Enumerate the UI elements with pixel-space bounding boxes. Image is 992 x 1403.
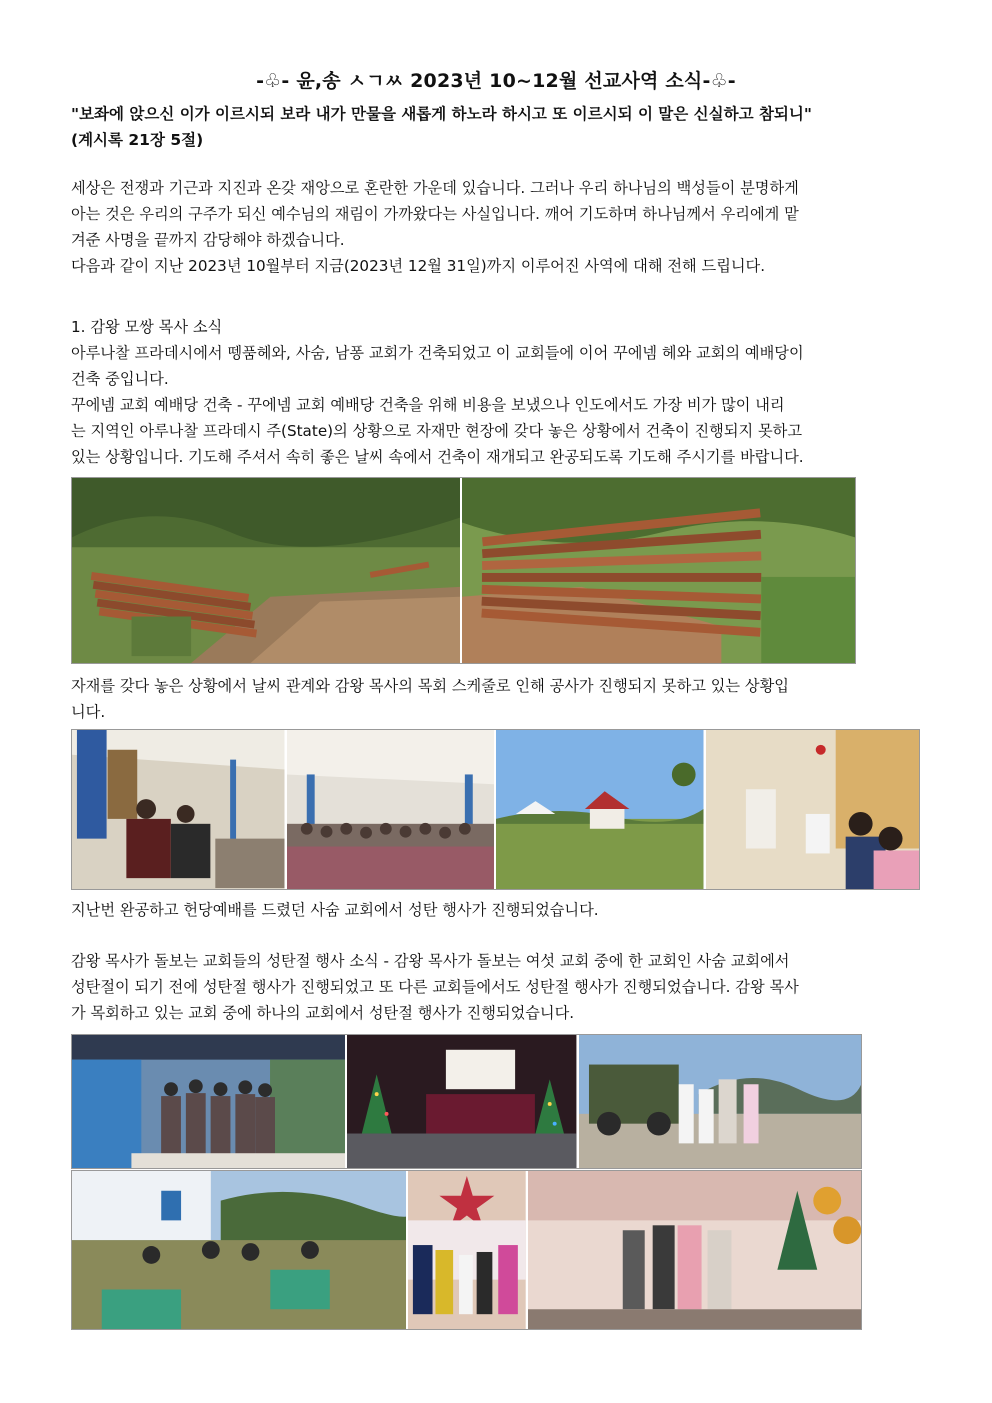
church-children-photo bbox=[408, 1171, 528, 1329]
church-exterior-photo bbox=[496, 730, 706, 889]
text-line: 겨준 사명을 끝까지 감당해야 하겠습니다. bbox=[71, 231, 345, 249]
christmas-altar-photo bbox=[347, 1035, 578, 1168]
intro-paragraph bbox=[71, 175, 921, 279]
caption-line: 지난번 완공하고 헌당예배를 드렸던 사숨 교회에서 성탄 행사가 진행되었습니다. bbox=[71, 901, 599, 919]
text-line: 아는 것은 우리의 구주가 되신 예수님의 재림이 가까왔다는 사실입니다. 깨어 기도하며 하나님께서 우리에게 맡 bbox=[71, 205, 799, 223]
text-line: 는 지역인 아루나찰 프라데시 주(State)의 상황으로 자재만 현장에 갖다 놓은 상황에서 건축이 진행되지 못하고 bbox=[71, 422, 802, 440]
text-line: 아루나찰 프라데시에서 뗑품헤와, 사숨, 남퐁 교회가 건축되었고 이 교회들에 이어 꾸에넴 헤와 교회의 예배당이 bbox=[71, 344, 804, 362]
text-line: 꾸에넴 교회 예배당 건축 - 꾸에넴 교회 예배당 건축을 위해 비용을 보냈으나 인도에서도 가장 비가 많이 내리 bbox=[71, 396, 785, 414]
text-line: 있는 상황입니다. 기도해 주셔서 속히 좋은 날씨 속에서 건축이 재개되고 완공되도록 기도해 주시기를 바랍니다. bbox=[71, 448, 804, 466]
christmas-photos-row-1 bbox=[71, 1034, 862, 1169]
worship-service-photo bbox=[706, 730, 920, 889]
lumber-stack-photo bbox=[462, 478, 855, 663]
worship-interior-photo-1 bbox=[72, 730, 287, 889]
caption-sasum bbox=[71, 897, 921, 923]
text-line: 성탄절이 되기 전에 성탄절 행사가 진행되었고 또 다른 교회들에서도 성탄절 행사가 진행되었습니다. 감왕 목사 bbox=[71, 978, 799, 996]
text-line: 건축 중입니다. bbox=[71, 370, 169, 388]
christmas-paragraph bbox=[71, 948, 921, 1026]
text-line: 감왕 목사가 돌보는 교회들의 성탄절 행사 소식 - 감왕 목사가 돌보는 여섯 교회 중에 한 교회인 사숨 교회에서 bbox=[71, 952, 790, 970]
sasum-church-photos bbox=[71, 729, 920, 890]
text-line: 세상은 전쟁과 기근과 지진과 온갖 재앙으로 혼란한 가운데 있습니다. 그러나 우리 하나님의 백성들이 분명하게 bbox=[71, 179, 799, 197]
caption-line: 자재를 갖다 놓은 상황에서 날씨 관계와 감왕 목사의 목회 스케줄로 인해 공사가 진행되지 못하고 있는 상황입 bbox=[71, 677, 789, 695]
group-on-veranda-photo bbox=[72, 1035, 347, 1168]
caption-line: 니다. bbox=[71, 703, 106, 721]
worship-interior-photo-2 bbox=[287, 730, 497, 889]
outdoor-choir-photo bbox=[579, 1035, 861, 1168]
page-title: -♧- 윤,송 ㅅㄱㅆ 2023년 10~12월 선교사역 소식-♧- bbox=[256, 70, 736, 92]
section1-paragraph bbox=[71, 314, 921, 470]
construction-photos bbox=[71, 477, 856, 664]
scripture-reference: (계시록 21장 5절) bbox=[71, 131, 204, 149]
text-line: 가 목회하고 있는 교회 중에 하나의 교회에서 성탄절 행사가 진행되었습니다. bbox=[71, 1004, 575, 1022]
scripture-verse: "보좌에 앉으신 이가 이르시되 보라 내가 만물을 새롭게 하노라 하시고 또 이르시되 이 말은 신실하고 참되니" bbox=[71, 105, 812, 123]
outdoor-gathering-photo bbox=[72, 1171, 408, 1329]
christmas-singing-photo bbox=[528, 1171, 861, 1329]
section-heading: 1. 감왕 모쌍 목사 소식 bbox=[71, 318, 223, 336]
text-line: 다음과 같이 지난 2023년 10월부터 지금(2023년 12월 31일)까지 이루어진 사역에 대해 전해 드립니다. bbox=[71, 257, 766, 275]
caption-construction bbox=[71, 673, 921, 725]
lumber-pile-photo bbox=[72, 478, 462, 663]
christmas-photos-row-2 bbox=[71, 1170, 862, 1330]
